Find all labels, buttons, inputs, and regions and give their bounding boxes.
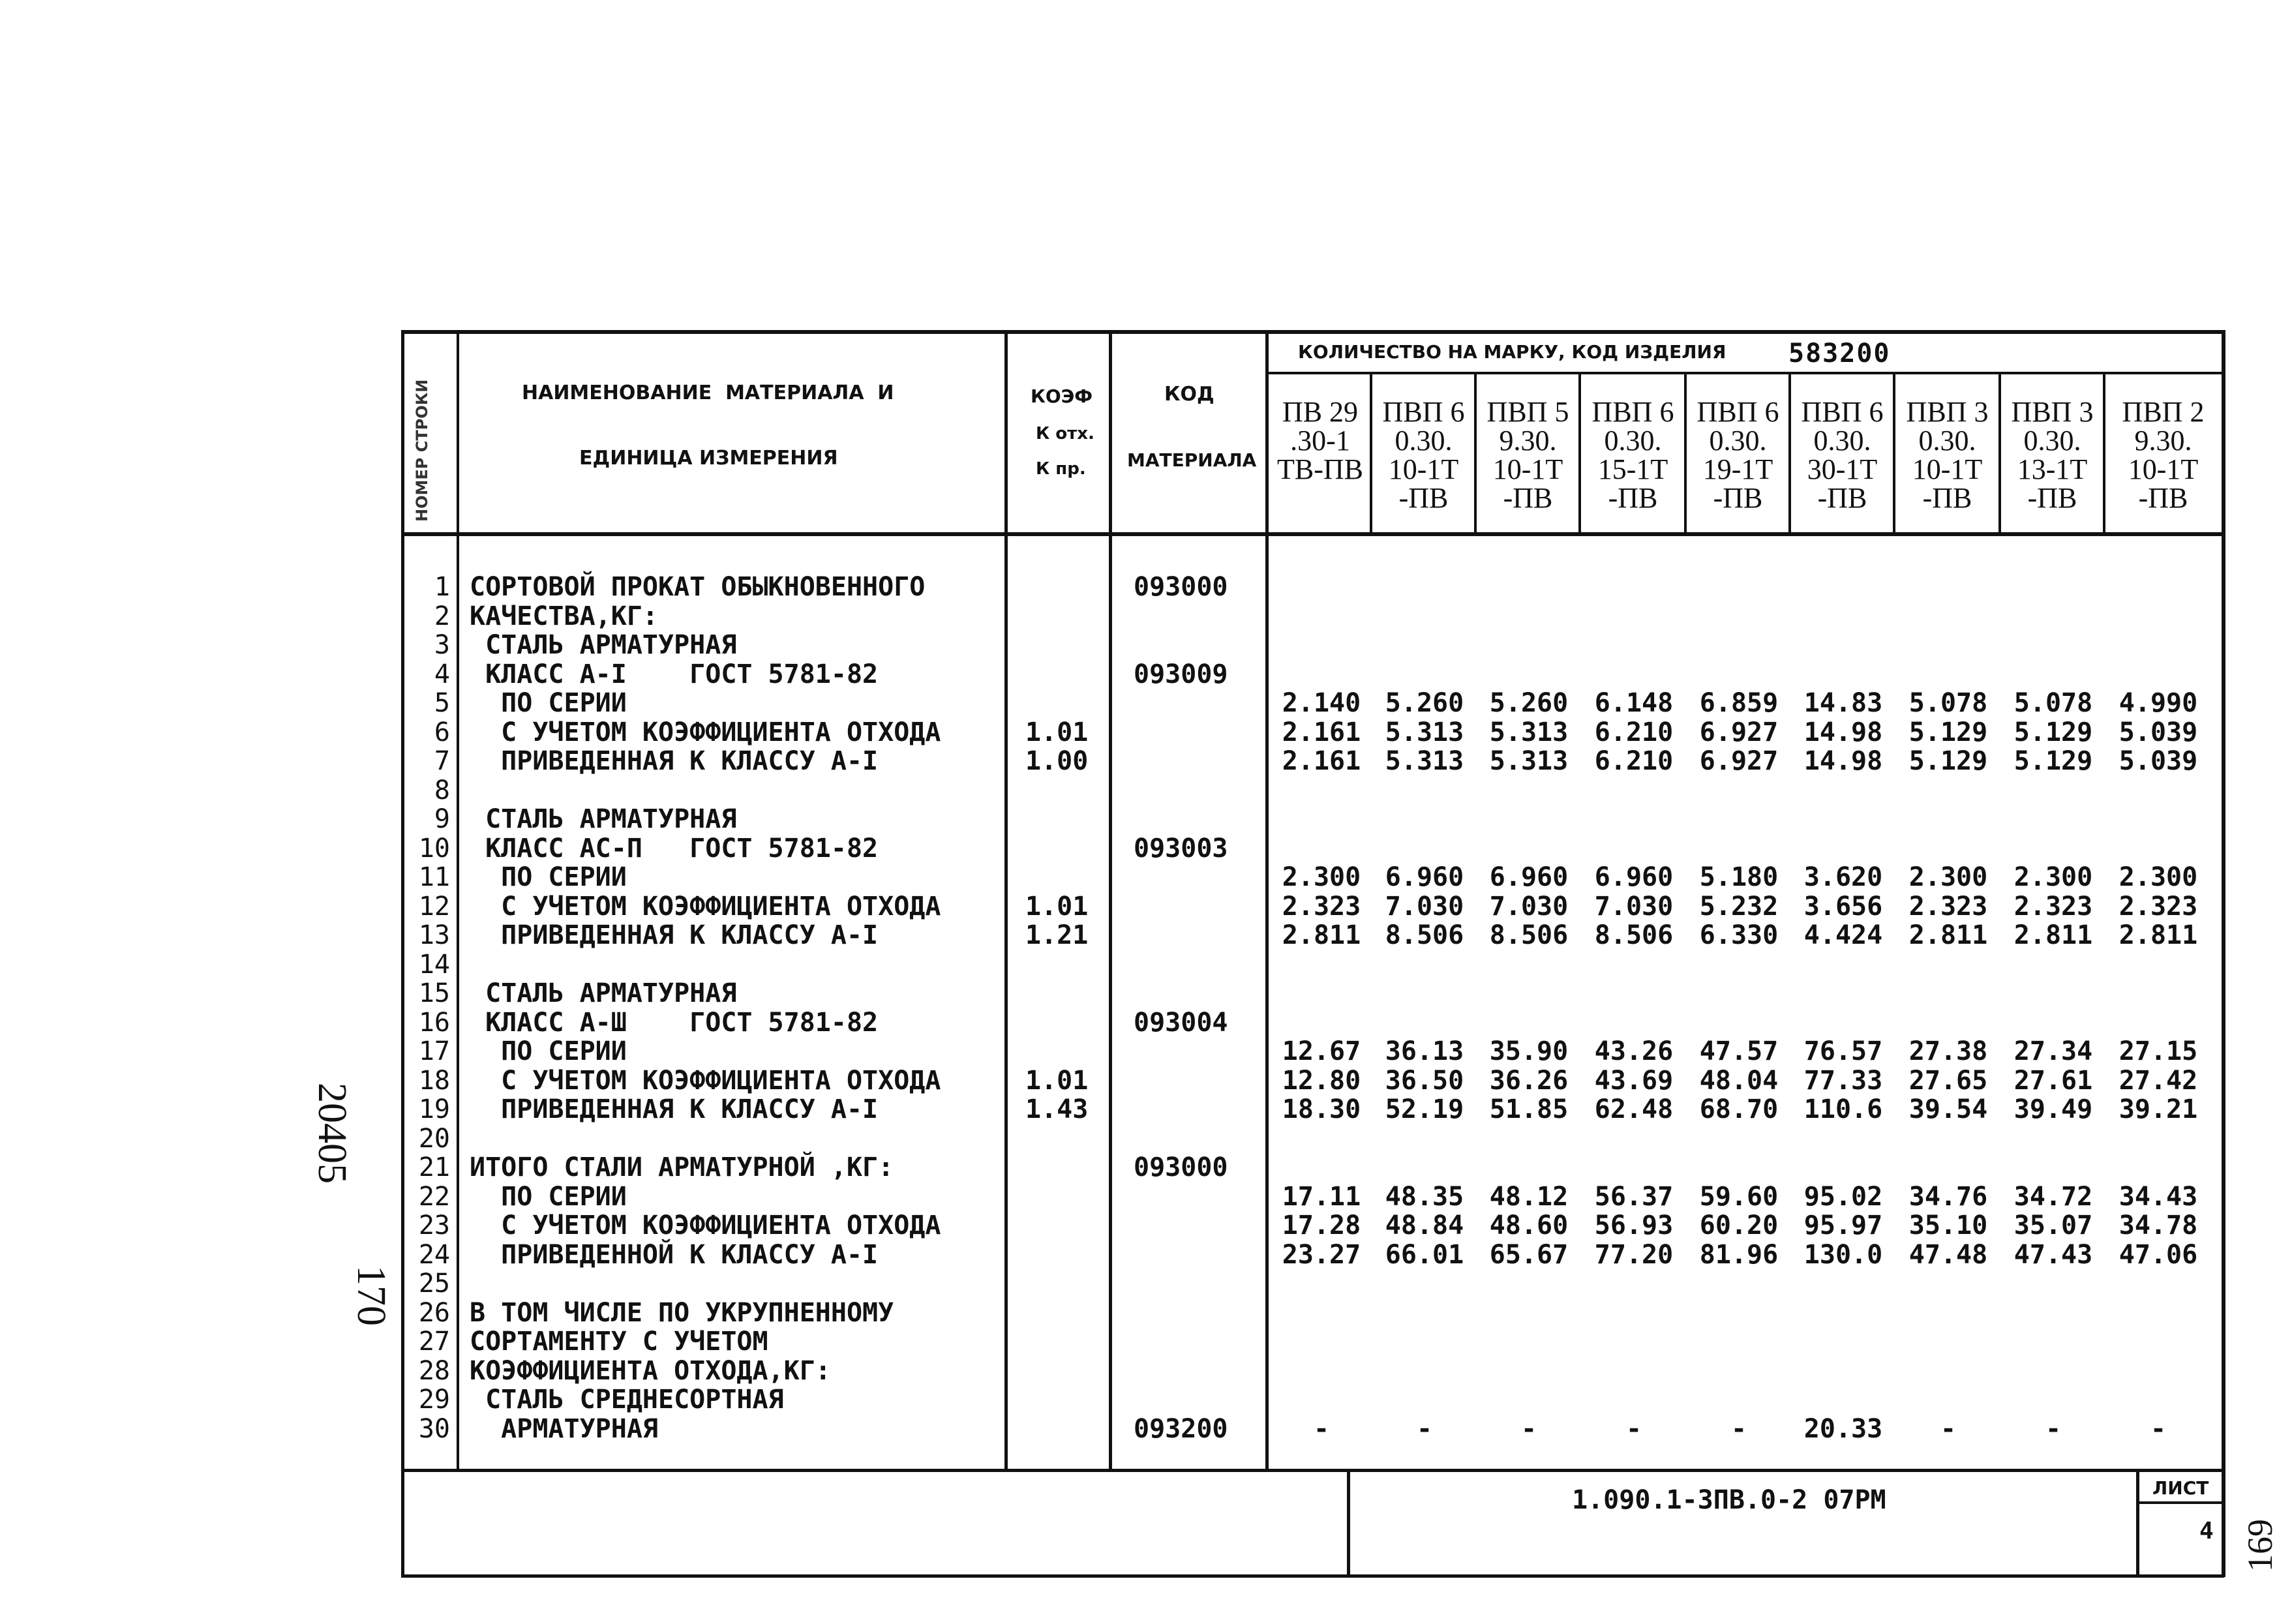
column-header-5: ПВП 6 0.30. 19-1Т -ПВ bbox=[1696, 398, 1779, 513]
row-value-cell: 14.98 bbox=[1803, 717, 1883, 747]
row-description: СТАЛЬ АРМАТУРНАЯ bbox=[470, 978, 737, 1008]
row-value-cell: 6.148 bbox=[1594, 688, 1674, 718]
row-value-cell: 5.232 bbox=[1699, 892, 1779, 922]
row-value-cell: 27.61 bbox=[2013, 1066, 2093, 1096]
row-value-cell: 7.030 bbox=[1489, 892, 1569, 922]
row-number: 20 bbox=[418, 1124, 450, 1154]
row-value-cell: 7.030 bbox=[1385, 892, 1464, 922]
name-column-header-line2: ЕДИНИЦА ИЗМЕРЕНИЯ bbox=[579, 447, 838, 470]
column-header-4: ПВП 6 0.30. 15-1Т -ПВ bbox=[1591, 398, 1674, 513]
row-value-cell: 43.26 bbox=[1594, 1036, 1674, 1066]
row-coefficient: 1.00 bbox=[1025, 746, 1089, 776]
row-number: 24 bbox=[418, 1240, 450, 1270]
row-number: 16 bbox=[418, 1008, 450, 1038]
row-value-cell: 48.35 bbox=[1385, 1182, 1464, 1212]
row-value-cell: 35.90 bbox=[1489, 1036, 1569, 1066]
row-number: 18 bbox=[418, 1066, 450, 1096]
row-value-cell: 2.161 bbox=[1282, 717, 1361, 747]
sheet-label: ЛИСТ bbox=[2152, 1477, 2209, 1499]
row-value-cell: 27.65 bbox=[1908, 1066, 1988, 1096]
row-value-cell: 34.72 bbox=[2013, 1182, 2093, 1212]
row-number: 10 bbox=[418, 834, 450, 864]
row-description: С УЧЕТОМ КОЭФФИЦИЕНТА ОТХОДА bbox=[470, 1210, 941, 1241]
row-value-cell: 81.96 bbox=[1699, 1240, 1779, 1270]
row-number: 14 bbox=[418, 950, 450, 980]
row-value-cell: 17.11 bbox=[1282, 1182, 1361, 1212]
row-material-code: 093009 bbox=[1134, 659, 1228, 689]
row-value-cell: 4.990 bbox=[2119, 688, 2198, 718]
row-value-cell: 5.313 bbox=[1489, 746, 1569, 776]
row-value-cell: 5.313 bbox=[1489, 717, 1569, 747]
row-material-code: 093200 bbox=[1134, 1414, 1228, 1444]
code-column-header-line1: КОД bbox=[1164, 383, 1214, 406]
column-header-2: ПВП 6 0.30. 10-1Т -ПВ bbox=[1382, 398, 1465, 513]
column-header-1: ПВ 29 .30-1 ТВ-ПВ bbox=[1277, 398, 1363, 484]
row-number: 21 bbox=[418, 1152, 450, 1182]
row-value-cell: 2.811 bbox=[1282, 920, 1361, 950]
col-line-rownum bbox=[457, 330, 459, 1470]
row-value-cell: 2.300 bbox=[1908, 862, 1988, 892]
row-value-cell: 27.38 bbox=[1908, 1036, 1988, 1066]
row-description: СТАЛЬ АРМАТУРНАЯ bbox=[470, 630, 737, 660]
row-description: ПО СЕРИИ bbox=[470, 688, 627, 718]
row-value-cell: 43.69 bbox=[1594, 1066, 1674, 1096]
row-value-cell: 2.300 bbox=[2119, 862, 2198, 892]
row-value-cell: 95.97 bbox=[1803, 1210, 1883, 1241]
row-value-cell: 5.039 bbox=[2119, 746, 2198, 776]
row-description: КЛАСС А-Ш ГОСТ 5781-82 bbox=[470, 1008, 879, 1038]
row-number: 12 bbox=[418, 892, 450, 922]
row-value-cell: 27.34 bbox=[2013, 1036, 2093, 1066]
row-coefficient: 1.21 bbox=[1025, 920, 1089, 950]
row-value-cell: 39.21 bbox=[2119, 1094, 2198, 1124]
margin-note-left-bottom: 170 bbox=[349, 1265, 393, 1326]
row-value-cell: 48.60 bbox=[1489, 1210, 1569, 1241]
row-value-cell: - bbox=[1730, 1414, 1747, 1444]
quantity-header-label: КОЛИЧЕСТВО НА МАРКУ, КОД ИЗДЕЛИЯ bbox=[1298, 341, 1727, 363]
row-value-cell: 5.129 bbox=[2013, 746, 2093, 776]
row-value-cell: 2.140 bbox=[1282, 688, 1361, 718]
row-description: ПО СЕРИИ bbox=[470, 1182, 627, 1212]
row-value-cell: 36.26 bbox=[1489, 1066, 1569, 1096]
row-value-cell: 8.506 bbox=[1385, 920, 1464, 950]
row-number: 6 bbox=[434, 717, 450, 747]
row-material-code: 093003 bbox=[1134, 834, 1228, 864]
row-description: АРМАТУРНАЯ bbox=[470, 1414, 658, 1444]
col-line-v3 bbox=[1578, 373, 1581, 534]
row-value-cell: 5.129 bbox=[1908, 717, 1988, 747]
row-value-cell: 27.42 bbox=[2119, 1066, 2198, 1096]
row-value-cell: 39.49 bbox=[2013, 1094, 2093, 1124]
row-number-header: НОМЕР СТРОКИ bbox=[413, 379, 431, 522]
row-value-cell: 8.506 bbox=[1594, 920, 1674, 950]
row-value-cell: 18.30 bbox=[1282, 1094, 1361, 1124]
row-material-code: 093000 bbox=[1134, 572, 1228, 602]
row-value-cell: 36.50 bbox=[1385, 1066, 1464, 1096]
row-value-cell: 77.33 bbox=[1803, 1066, 1883, 1096]
row-number: 28 bbox=[418, 1356, 450, 1386]
row-value-cell: 48.12 bbox=[1489, 1182, 1569, 1212]
row-value-cell: 48.04 bbox=[1699, 1066, 1779, 1096]
row-value-cell: 47.06 bbox=[2119, 1240, 2198, 1270]
frame-bottom bbox=[401, 1574, 2224, 1578]
row-number: 7 bbox=[434, 746, 450, 776]
row-value-cell: 62.48 bbox=[1594, 1094, 1674, 1124]
row-value-cell: 95.02 bbox=[1803, 1182, 1883, 1212]
row-value-cell: 5.039 bbox=[2119, 717, 2198, 747]
stamp-sheet-mid-line bbox=[2138, 1501, 2223, 1504]
row-description: СТАЛЬ СРЕДНЕСОРТНАЯ bbox=[470, 1385, 784, 1415]
margin-note-left-top: 20405 bbox=[310, 1083, 354, 1184]
row-value-cell: 77.20 bbox=[1594, 1240, 1674, 1270]
qty-header-line bbox=[1269, 372, 2223, 374]
coef-column-header-line2: К отх. bbox=[1036, 424, 1094, 444]
row-value-cell: 34.76 bbox=[1908, 1182, 1988, 1212]
row-description: КОЭФФИЦИЕНТА ОТХОДА,КГ: bbox=[470, 1356, 831, 1386]
body-bottom-line bbox=[401, 1469, 2224, 1472]
row-number: 8 bbox=[434, 775, 450, 805]
row-value-cell: 60.20 bbox=[1699, 1210, 1779, 1241]
row-value-cell: 5.260 bbox=[1385, 688, 1464, 718]
row-value-cell: - bbox=[1416, 1414, 1433, 1444]
col-line-v2 bbox=[1474, 373, 1477, 534]
row-value-cell: 130.0 bbox=[1803, 1240, 1883, 1270]
row-number: 27 bbox=[418, 1327, 450, 1357]
row-value-cell: 66.01 bbox=[1385, 1240, 1464, 1270]
col-line-v6 bbox=[1893, 373, 1895, 534]
row-description: ПО СЕРИИ bbox=[470, 1036, 627, 1066]
column-header-7: ПВП 3 0.30. 10-1Т -ПВ bbox=[1906, 398, 1989, 513]
row-description: С УЧЕТОМ КОЭФФИЦИЕНТА ОТХОДА bbox=[470, 892, 941, 922]
row-value-cell: 2.323 bbox=[2119, 892, 2198, 922]
col-line-v7 bbox=[1998, 373, 2001, 534]
row-description: СОРТАМЕНТУ С УЧЕТОМ bbox=[470, 1327, 768, 1357]
row-value-cell: 47.48 bbox=[1908, 1240, 1988, 1270]
row-value-cell: 34.43 bbox=[2119, 1182, 2198, 1212]
column-header-6: ПВП 6 0.30. 30-1Т -ПВ bbox=[1801, 398, 1884, 513]
name-column-header-line1: НАИМЕНОВАНИЕ МАТЕРИАЛА И bbox=[522, 382, 894, 404]
row-value-cell: 27.15 bbox=[2119, 1036, 2198, 1066]
col-line-v1 bbox=[1370, 373, 1372, 534]
row-value-cell: 6.960 bbox=[1385, 862, 1464, 892]
row-description: ПРИВЕДЕННАЯ К КЛАССУ А-I bbox=[470, 1094, 879, 1124]
col-line-v4 bbox=[1684, 373, 1687, 534]
row-description: В ТОМ ЧИСЛЕ ПО УКРУПНЕННОМУ bbox=[470, 1298, 894, 1328]
row-value-cell: 6.960 bbox=[1594, 862, 1674, 892]
row-value-cell: 5.180 bbox=[1699, 862, 1779, 892]
row-value-cell: 6.210 bbox=[1594, 717, 1674, 747]
row-value-cell: 2.811 bbox=[2013, 920, 2093, 950]
row-value-cell: 5.078 bbox=[2013, 688, 2093, 718]
row-value-cell: 35.07 bbox=[2013, 1210, 2093, 1241]
row-description: ИТОГО СТАЛИ АРМАТУРНОЙ ,КГ: bbox=[470, 1152, 894, 1182]
row-value-cell: 6.960 bbox=[1489, 862, 1569, 892]
col-line-v5 bbox=[1788, 373, 1791, 534]
row-number: 22 bbox=[418, 1182, 450, 1212]
stamp-sheet-left-line bbox=[2136, 1470, 2139, 1577]
row-value-cell: 23.27 bbox=[1282, 1240, 1361, 1270]
row-value-cell: 68.70 bbox=[1699, 1094, 1779, 1124]
row-value-cell: 2.300 bbox=[2013, 862, 2093, 892]
row-value-cell: 14.98 bbox=[1803, 746, 1883, 776]
row-value-cell: 59.60 bbox=[1699, 1182, 1779, 1212]
row-material-code: 093000 bbox=[1134, 1152, 1228, 1182]
row-value-cell: 56.93 bbox=[1594, 1210, 1674, 1241]
row-number: 29 bbox=[418, 1385, 450, 1415]
row-value-cell: 2.323 bbox=[1282, 892, 1361, 922]
row-description: СТАЛЬ АРМАТУРНАЯ bbox=[470, 804, 737, 834]
row-number: 3 bbox=[434, 630, 450, 660]
row-description: С УЧЕТОМ КОЭФФИЦИЕНТА ОТХОДА bbox=[470, 717, 941, 747]
code-column-header-line2: МАТЕРИАЛА bbox=[1127, 449, 1257, 471]
row-value-cell: 6.330 bbox=[1699, 920, 1779, 950]
row-material-code: 093004 bbox=[1134, 1008, 1228, 1038]
row-number: 23 bbox=[418, 1210, 450, 1241]
margin-note-right-bottom: 169 bbox=[2240, 1519, 2280, 1572]
row-number: 30 bbox=[418, 1414, 450, 1444]
row-description: ПРИВЕДЕННАЯ К КЛАССУ А-I bbox=[470, 920, 879, 950]
row-value-cell: 36.13 bbox=[1385, 1036, 1464, 1066]
row-value-cell: 8.506 bbox=[1489, 920, 1569, 950]
quantity-header-code: 583200 bbox=[1788, 338, 1891, 368]
row-value-cell: 52.19 bbox=[1385, 1094, 1464, 1124]
col-line-v8 bbox=[2103, 373, 2105, 534]
row-value-cell: - bbox=[2150, 1414, 2167, 1444]
row-value-cell: 47.43 bbox=[2013, 1240, 2093, 1270]
row-value-cell: 48.84 bbox=[1385, 1210, 1464, 1241]
row-value-cell: 110.6 bbox=[1803, 1094, 1883, 1124]
column-header-9: ПВП 2 9.30. 10-1Т -ПВ bbox=[2122, 398, 2205, 513]
row-value-cell: - bbox=[2045, 1414, 2062, 1444]
row-number: 17 bbox=[418, 1036, 450, 1066]
row-number: 15 bbox=[418, 978, 450, 1008]
row-value-cell: 65.67 bbox=[1489, 1240, 1569, 1270]
row-value-cell: 5.313 bbox=[1385, 746, 1464, 776]
row-number: 25 bbox=[418, 1269, 450, 1299]
row-value-cell: 14.83 bbox=[1803, 688, 1883, 718]
row-number: 9 bbox=[434, 804, 450, 834]
row-value-cell: 35.10 bbox=[1908, 1210, 1988, 1241]
row-value-cell: - bbox=[1313, 1414, 1330, 1444]
row-number: 11 bbox=[418, 862, 450, 892]
col-line-coef bbox=[1109, 330, 1112, 1470]
row-value-cell: 2.811 bbox=[2119, 920, 2198, 950]
row-value-cell: 51.85 bbox=[1489, 1094, 1569, 1124]
row-value-cell: 6.210 bbox=[1594, 746, 1674, 776]
row-value-cell: 2.323 bbox=[2013, 892, 2093, 922]
row-coefficient: 1.01 bbox=[1025, 717, 1089, 747]
frame-right bbox=[2222, 330, 2225, 1577]
row-number: 1 bbox=[434, 572, 450, 602]
column-header-3: ПВП 5 9.30. 10-1Т -ПВ bbox=[1486, 398, 1569, 513]
header-separator bbox=[401, 532, 2224, 536]
row-value-cell: 6.859 bbox=[1699, 688, 1779, 718]
row-value-cell: 7.030 bbox=[1594, 892, 1674, 922]
row-number: 5 bbox=[434, 688, 450, 718]
document-code: 1.090.1-3ПВ.0-2 07РМ bbox=[1572, 1485, 1886, 1515]
row-description: ПРИВЕДЕННОЙ К КЛАССУ А-I bbox=[470, 1240, 879, 1270]
row-coefficient: 1.43 bbox=[1025, 1094, 1089, 1124]
row-value-cell: - bbox=[1625, 1414, 1642, 1444]
row-description: КЛАСС АС-П ГОСТ 5781-82 bbox=[470, 834, 879, 864]
row-value-cell: 6.927 bbox=[1699, 746, 1779, 776]
row-value-cell: 20.33 bbox=[1803, 1414, 1883, 1444]
column-header-8: ПВП 3 0.30. 13-1Т -ПВ bbox=[2011, 398, 2094, 513]
coef-column-header-line1: КОЭФ bbox=[1031, 385, 1093, 407]
row-description: С УЧЕТОМ КОЭФФИЦИЕНТА ОТХОДА bbox=[470, 1066, 941, 1096]
row-value-cell: - bbox=[1520, 1414, 1537, 1444]
row-description: КАЧЕСТВА,КГ: bbox=[470, 601, 658, 631]
row-value-cell: 6.927 bbox=[1699, 717, 1779, 747]
row-value-cell: 39.54 bbox=[1908, 1094, 1988, 1124]
row-value-cell: 2.300 bbox=[1282, 862, 1361, 892]
row-value-cell: 2.811 bbox=[1908, 920, 1988, 950]
col-line-name bbox=[1004, 330, 1008, 1470]
row-description: СОРТОВОЙ ПРОКАТ ОБЫКНОВЕННОГО bbox=[470, 572, 926, 602]
row-value-cell: 3.620 bbox=[1803, 862, 1883, 892]
frame-top bbox=[401, 330, 2224, 334]
row-value-cell: 5.129 bbox=[2013, 717, 2093, 747]
row-description: КЛАСС А-I ГОСТ 5781-82 bbox=[470, 659, 879, 689]
row-value-cell: 4.424 bbox=[1803, 920, 1883, 950]
row-number: 2 bbox=[434, 601, 450, 631]
row-value-cell: 5.313 bbox=[1385, 717, 1464, 747]
row-value-cell: 5.078 bbox=[1908, 688, 1988, 718]
row-value-cell: 12.80 bbox=[1282, 1066, 1361, 1096]
row-coefficient: 1.01 bbox=[1025, 1066, 1089, 1096]
row-value-cell: 2.161 bbox=[1282, 746, 1361, 776]
row-value-cell: 3.656 bbox=[1803, 892, 1883, 922]
sheet-number: 4 bbox=[2199, 1518, 2214, 1544]
row-number: 13 bbox=[418, 920, 450, 950]
row-value-cell: 2.323 bbox=[1908, 892, 1988, 922]
row-number: 4 bbox=[434, 659, 450, 689]
row-value-cell: 12.67 bbox=[1282, 1036, 1361, 1066]
stamp-left-line bbox=[1347, 1470, 1350, 1577]
row-coefficient: 1.01 bbox=[1025, 892, 1089, 922]
row-number: 19 bbox=[418, 1094, 450, 1124]
row-value-cell: 76.57 bbox=[1803, 1036, 1883, 1066]
coef-column-header-line3: К пр. bbox=[1036, 459, 1086, 479]
row-description: ПРИВЕДЕННАЯ К КЛАССУ А-I bbox=[470, 746, 879, 776]
row-value-cell: 47.57 bbox=[1699, 1036, 1779, 1066]
row-value-cell: 5.129 bbox=[1908, 746, 1988, 776]
row-value-cell: - bbox=[1940, 1414, 1957, 1444]
row-value-cell: 56.37 bbox=[1594, 1182, 1674, 1212]
row-value-cell: 34.78 bbox=[2119, 1210, 2198, 1241]
row-number: 26 bbox=[418, 1298, 450, 1328]
row-value-cell: 5.260 bbox=[1489, 688, 1569, 718]
row-description: ПО СЕРИИ bbox=[470, 862, 627, 892]
row-value-cell: 17.28 bbox=[1282, 1210, 1361, 1241]
